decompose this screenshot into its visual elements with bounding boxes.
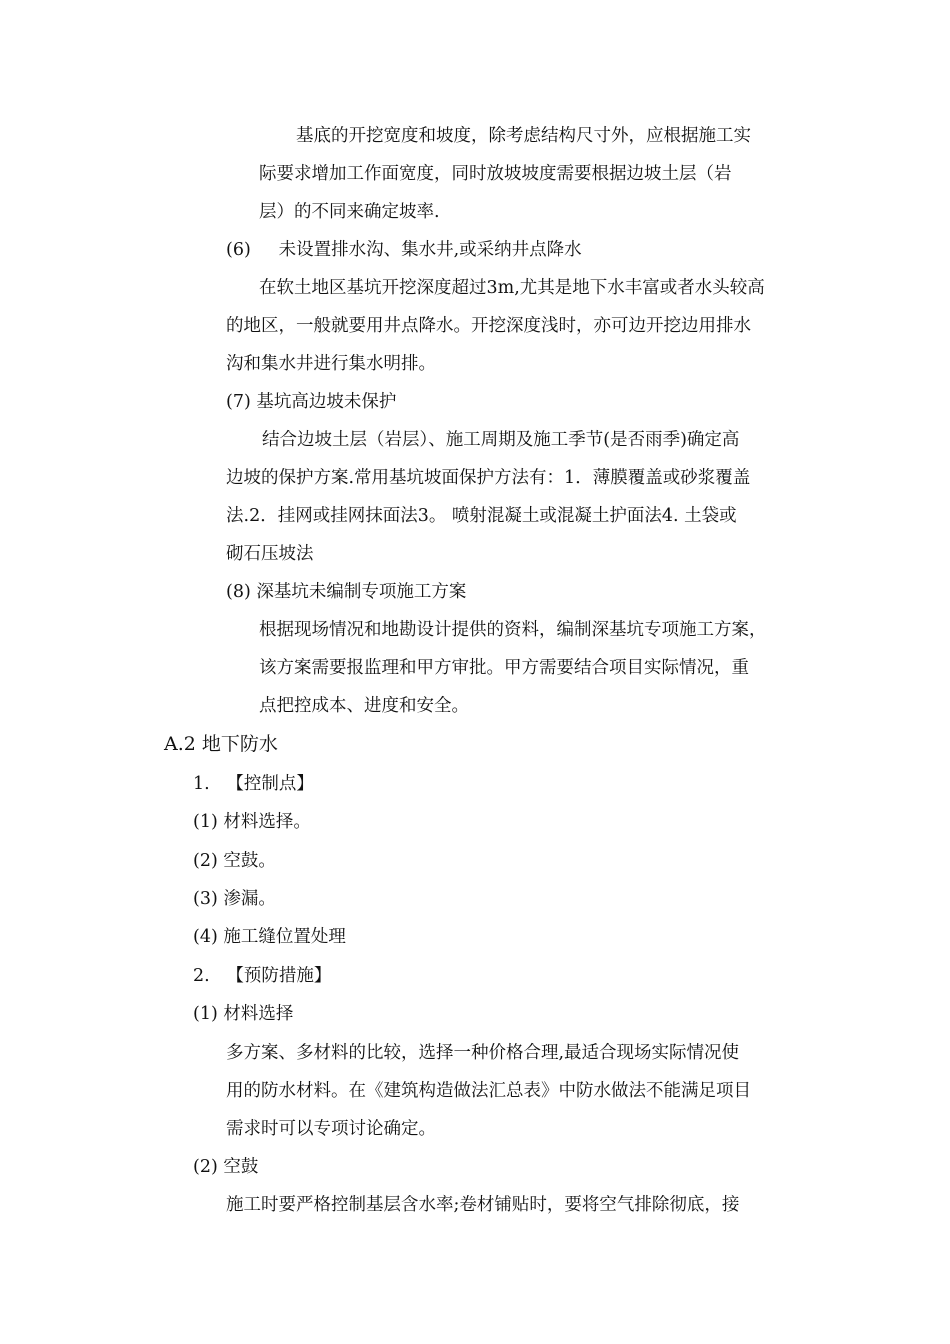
- list-item: (4) 施工缝位置处理: [193, 927, 346, 947]
- list-heading: 1. 【控制点】: [193, 774, 314, 794]
- paragraph-line: 边坡的保护方案.常用基坑坡面保护方法有：1．薄膜覆盖或砂浆覆盖: [226, 468, 751, 488]
- list-item: (1) 材料选择: [193, 1004, 294, 1024]
- paragraph-line: 法.2．挂网或挂网抹面法3。 喷射混凝土或混凝土护面法4. 土袋或: [226, 506, 737, 526]
- paragraph-line: 际要求增加工作面宽度，同时放坡坡度需要根据边坡土层（岩: [259, 164, 732, 184]
- list-item: (2) 空鼓: [193, 1157, 259, 1177]
- paragraph-line: 需求时可以专项讨论确定。: [226, 1119, 436, 1139]
- paragraph-line: 用的防水材料。在《建筑构造做法汇总表》中防水做法不能满足项目: [226, 1081, 751, 1101]
- section-heading: A.2 地下防水: [164, 733, 278, 755]
- paragraph-line: 结合边坡土层（岩层）、施工周期及施工季节(是否雨季)确定高: [262, 430, 740, 450]
- item-heading-6: (6) 未设置排水沟、集水井,或采纳井点降水: [226, 240, 582, 260]
- list-item: (1) 材料选择。: [193, 812, 311, 832]
- paragraph-line: 根据现场情况和地勘设计提供的资料，编制深基坑专项施工方案，: [259, 620, 767, 640]
- paragraph-line: 的地区，一般就要用井点降水。开挖深度浅时，亦可边开挖边用排水: [226, 316, 751, 336]
- paragraph-line: 施工时要严格控制基层含水率;卷材铺贴时，要将空气排除彻底，接: [226, 1195, 740, 1215]
- paragraph-line: 在软土地区基坑开挖深度超过3m,尤其是地下水丰富或者水头较高: [259, 278, 765, 298]
- paragraph-line: 点把控成本、进度和安全。: [259, 696, 469, 716]
- list-item: (2) 空鼓。: [193, 851, 276, 871]
- paragraph-line: 沟和集水井进行集水明排。: [226, 354, 436, 374]
- item-heading-7: (7) 基坑高边坡未保护: [226, 392, 397, 412]
- paragraph-line: 层）的不同来确定坡率.: [259, 202, 440, 222]
- paragraph-line: 基底的开挖宽度和坡度，除考虑结构尺寸外，应根据施工实: [296, 126, 751, 146]
- paragraph-line: 砌石压坡法: [226, 544, 314, 564]
- item-heading-8: (8) 深基坑未编制专项施工方案: [226, 582, 467, 602]
- paragraph-line: 该方案需要报监理和甲方审批。甲方需要结合项目实际情况，重: [259, 658, 749, 678]
- paragraph-line: 多方案、多材料的比较，选择一种价格合理,最适合现场实际情况使: [226, 1043, 740, 1063]
- list-heading: 2. 【预防措施】: [193, 966, 332, 986]
- list-item: (3) 渗漏。: [193, 889, 276, 909]
